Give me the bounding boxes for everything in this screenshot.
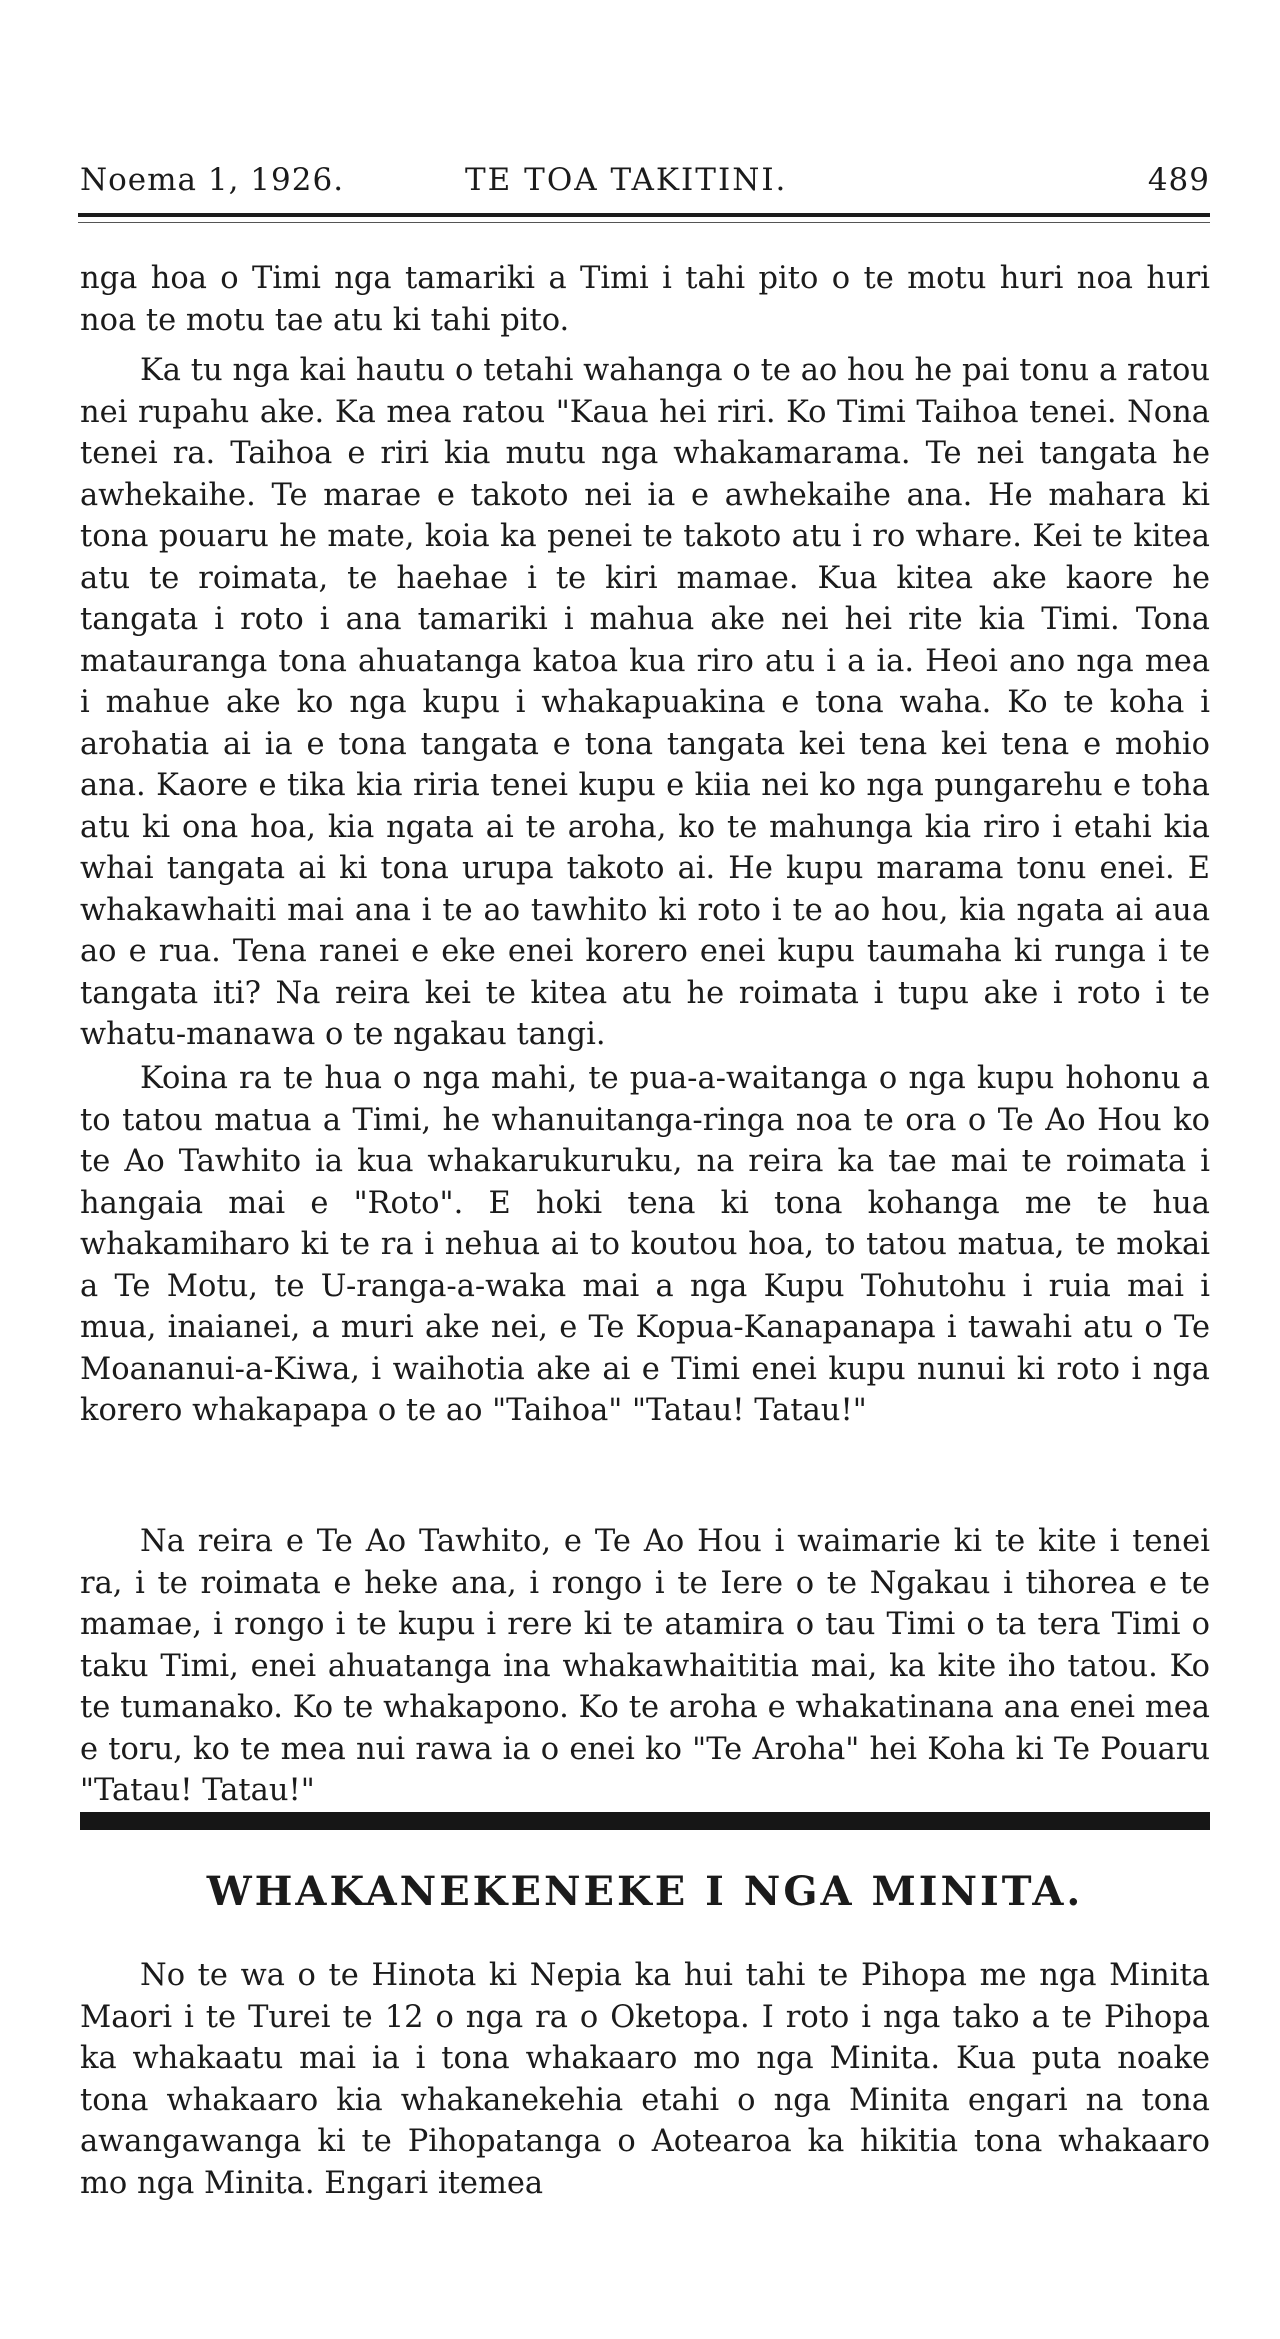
header-rule bbox=[78, 213, 1210, 217]
header-title: TE TOA TAKITINI. bbox=[465, 162, 788, 198]
section-paragraph: No te wa o te Hinota ki Nepia ka hui tahi te Pihopa me nga Minita Maori i te Turei te 12 o nga ra o Oketopa. I roto i nga tako a te Pihopa ka whakaatu mai ia i tona whakaaro mo nga Minita. Kua puta noake tona whakaaro kia whakanekehia etahi o nga Minita engari na tona awangawanga ki te Pihopatanga o Aotearoa ka hikitia tona whakaaro mo nga Minita. Engari itemea bbox=[80, 1958, 1210, 2201]
paragraph: Na reira e Te Ao Tawhito, e Te Ao Hou i waimarie ki te kite i tenei ra, i te roimata e heke ana, i rongo i te Iere o te Ngakau i tihorea e te mamae, i rongo i te kupu i rere ki te atamira o tau Timi o ta tera Timi o taku Timi, enei ahuatanga ina whakawhaititia mai, ka kite iho tatou. Ko te tumanako. Ko te whakapono. Ko te aroha e whakatinana ana enei mea e toru, ko te mea nui rawa ia o enei ko "Te Aroha" hei Koha ki Te Pouaru "Tatau! Tatau!" bbox=[80, 1524, 1210, 1808]
paragraph-continuation: nga hoa o Timi nga tamariki a Timi i tahi pito o te motu huri noa huri noa te motu tae atu ki tahi pito. bbox=[80, 261, 1210, 338]
header-rule-thin bbox=[78, 222, 1210, 223]
paragraph: Ka tu nga kai hautu o tetahi wahanga o te ao hou he pai tonu a ratou nei rupahu ake. Ka mea ratou "Kaua hei riri. Ko Timi Taihoa tenei. Nona tenei ra. Taihoa e riri kia mutu nga whakamarama. Te nei tangata he awhekaihe. Te marae e takoto nei ia e awhekaihe ana. He mahara ki tona pouaru he mate, koia ka penei te takoto atu i ro whare. Kei te kitea atu te roimata, te haehae i te kiri mamae. Kua kitea ake kaore he tangata i roto i ana tamariki i mahua ake nei hei rite kia Timi. Tona matauranga tona ahuatanga katoa kua riro atu i a ia. Heoi ano nga mea i mahue ake ko nga kupu i whakapuakina e tona waha. Ko te koha i arohatia ai ia e tona tangata e tona tangata kei tena kei tena e mohio ana. Kaore e tika kia riria tenei kupu e kiia nei ko nga pungarehu e toha atu ki ona hoa, kia ngata ai te aroha, ko te mahunga kia riro i etahi kia whai tangata ai ki tona urupa takoto ai. He kupu marama tonu enei. E whakawhaiti mai ana i te ao tawhito ki roto i te ao hou, kia ngata ai aua ao e rua. Tena ranei e eke enei korero enei kupu taumaha ki runga i te tangata iti? Na reira kei te kitea atu he roimata i tupu ake i roto i te whatu-manawa o te ngakau tangi. bbox=[80, 353, 1210, 1052]
running-header bbox=[80, 162, 1210, 212]
paragraph: Koina ra te hua o nga mahi, te pua-a-waitanga o nga kupu hohonu a to tatou matua a Timi, he whanuitanga-ringa noa te ora o Te Ao Hou ko te Ao Tawhito ia kua whakarukuruku, na reira ka tae mai te roimata i hangaia mai e "Roto". E hoki tena ki tona kohanga me te hua whakamiharo ki te ra i nehua ai to koutou hoa, to tatou matua, te mokai a Te Motu, te U-ranga-a-waka mai a nga Kupu Tohutohu i ruia mai i mua, inaianei, a muri ake nei, e Te Kopua-Kanapanapa i tawahi atu o Te Moananui-a-Kiwa, i waihotia ake ai e Timi enei kupu nunui ki roto i nga korero whakapapa o te ao "Taihoa" "Tatau! Tatau!" bbox=[80, 1061, 1210, 1428]
page-number: 489 bbox=[1147, 162, 1210, 198]
section-divider bbox=[80, 1812, 1210, 1830]
section-heading: WHAKANEKENEKE I NGA MINITA. bbox=[206, 1868, 1084, 1915]
header-date: Noema 1, 1926. bbox=[80, 162, 345, 198]
